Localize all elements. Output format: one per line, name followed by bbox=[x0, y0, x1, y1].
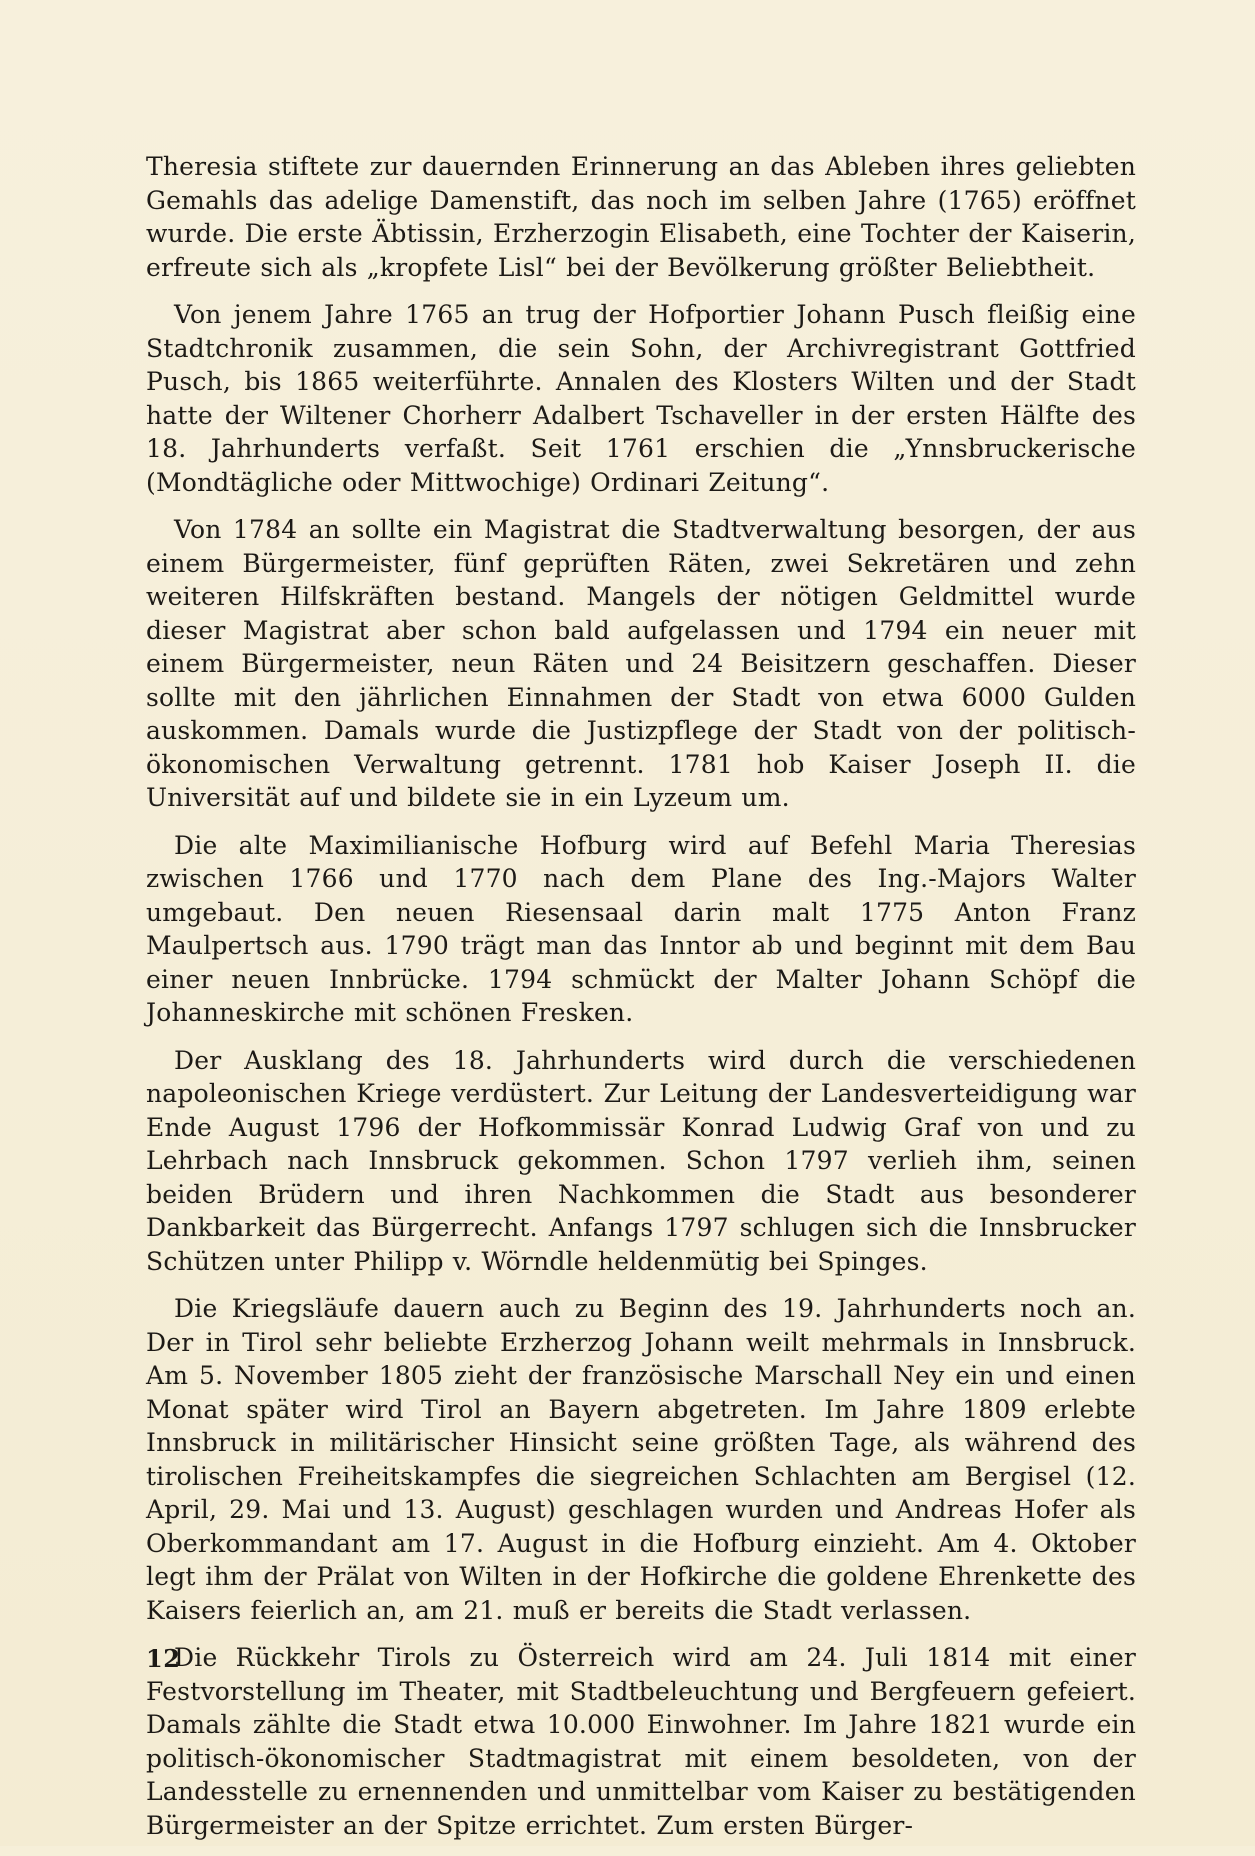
paragraph-1: Theresia stiftete zur dauernden Erinnerung an das Ableben ihres geliebten Gemahls das adelige Damenstift, das noch im selben Jahre (1765) eröffnet wurde. Die erste Äbtissin, Erzherzogin Elisabeth, eine Tochter der Kaiserin, erfreute sich als „kropfete Lisl“ bei der Bevölkerung größter Beliebtheit. bbox=[146, 152, 1136, 282]
paragraph-6: Die Kriegsläufe dauern auch zu Beginn des 19. Jahrhunderts noch an. Der in Tirol sehr beliebte Erzherzog Johann weilt mehrmals in Innsbruck. Am 5. November 1805 zieht der französische Marschall Ney ein und einen Monat später wird Tirol an Bayern abgetreten. Im Jahre 1809 erlebte Innsbruck in militärischer Hinsicht seine größten Tage, als während des tirolischen Freiheitskampfes die siegreichen Schlachten am Bergisel (12. April, 29. Mai und 13. August) geschlagen wurden und Andreas Hofer als Oberkommandant am 17. August in die Hofburg einzieht. Am 4. Oktober legt ihm der Prälat von Wilten in der Hofkirche die goldene Ehrenkette des Kaisers feierlich an, am 21. muß er bereits die Stadt verlassen. bbox=[146, 1294, 1136, 1625]
paragraph-4: Die alte Maximilianische Hofburg wird auf Befehl Maria Theresias zwischen 1766 und 1770 nach dem Plane des Ing.-Majors Walter umgebaut. Den neuen Riesensaal darin malt 1775 Anton Franz Maulpertsch aus. 1790 trägt man das Inntor ab und beginnt mit dem Bau einer neuen Innbrücke. 1794 schmückt der Malter Johann Schöpf die Johanneskirche mit schönen Fresken. bbox=[146, 830, 1136, 1027]
paragraph-7: Die Rückkehr Tirols zu Österreich wird am 24. Juli 1814 mit einer Festvorstellung im Theater, mit Stadtbeleuchtung und Bergfeuern gefeiert. Damals zählte die Stadt etwa 10.000 Einwohner. Im Jahre 1821 wurde ein politisch-ökonomischer Stadtmagistrat mit einem besoldeten, von der Landesstelle zu ernennenden und unmittelbar vom Kaiser zu bestätigenden Bürgermeister an der Spitze errichtet. Zum ersten Bürger- bbox=[146, 1643, 1136, 1840]
paragraph-3: Von 1784 an sollte ein Magistrat die Stadtverwaltung besorgen, der aus einem Bürgermeister, fünf geprüften Räten, zwei Sekretären und zehn weiteren Hilfskräften bestand. Mangels der nötigen Geldmittel wurde dieser Magistrat aber schon bald aufgelassen und 1794 ein neuer mit einem Bürgermeister, neun Räten und 24 Beisitzern geschaffen. Dieser sollte mit den jährlichen Einnahmen der Stadt von etwa 6000 Gulden auskommen. Damals wurde die Justizpflege der Stadt von der politisch-ökonomischen Verwaltung getrennt. 1781 hob Kaiser Joseph II. die Universität auf und bildete sie in ein Lyzeum um. bbox=[146, 515, 1136, 812]
page-number: 12 bbox=[146, 1644, 181, 1673]
paragraph-2: Von jenem Jahre 1765 an trug der Hofportier Johann Pusch fleißig eine Stadtchronik zusammen, die sein Sohn, der Archivregistrant Gottfried Pusch, bis 1865 weiterführte. Annalen des Klosters Wilten und der Stadt hatte der Wiltener Chorherr Adalbert Tschaveller in der ersten Hälfte des 18. Jahrhunderts verfaßt. Seit 1761 erschien die „Ynnsbruckerische (Mondtägliche oder Mittwochige) Ordinari Zeitung“. bbox=[146, 300, 1136, 497]
paragraph-5: Der Ausklang des 18. Jahrhunderts wird durch die verschiedenen napoleonischen Kriege verdüstert. Zur Leitung der Landesverteidigung war Ende August 1796 der Hofkommissär Konrad Ludwig Graf von und zu Lehrbach nach Innsbruck gekommen. Schon 1797 verlieh ihm, seinen beiden Brüdern und ihren Nachkommen die Stadt aus besonderer Dankbarkeit das Bürgerrecht. Anfangs 1797 schlugen sich die Innsbrucker Schützen unter Philipp v. Wörndle heldenmütig bei Spinges. bbox=[146, 1045, 1136, 1276]
body-text bbox=[146, 150, 1136, 1856]
